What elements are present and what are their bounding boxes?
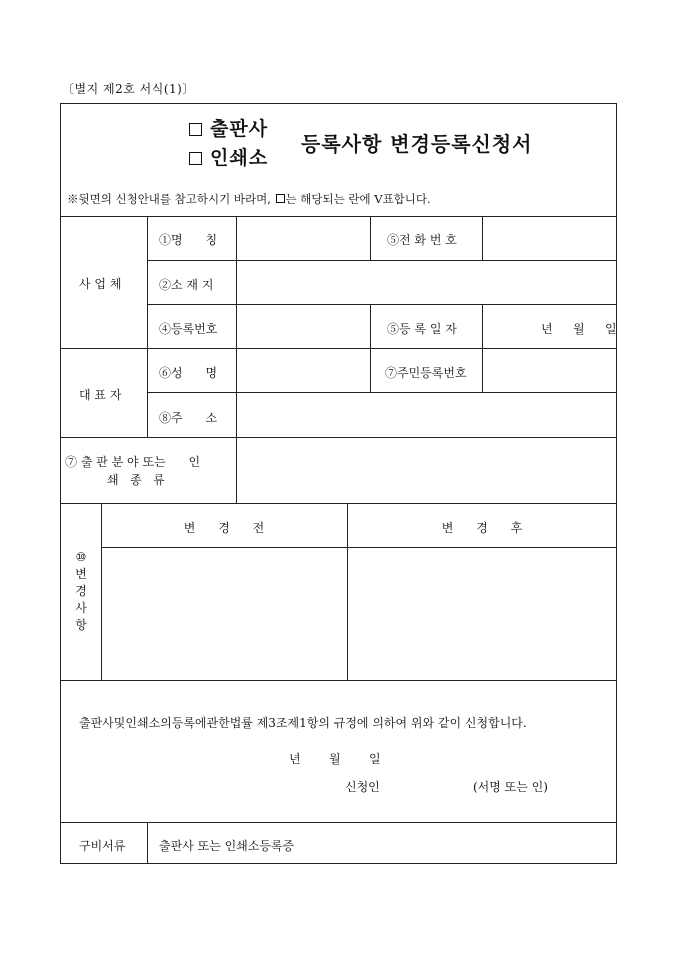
phone-label: ⑤전 화 번 호	[387, 233, 457, 247]
checkbox-publisher-label: 출판사	[210, 118, 269, 140]
declaration-year: 년	[289, 752, 301, 766]
reg-date-year: 년	[541, 322, 553, 336]
before-change-field[interactable]	[104, 550, 344, 677]
changes-label-char: 사	[75, 601, 87, 615]
reg-date-month: 월	[573, 322, 585, 336]
phone-field[interactable]	[485, 220, 613, 256]
field-label-line1: ⑦ 출 판 분 야 또는 인	[65, 455, 201, 469]
declaration-day: 일	[369, 752, 381, 766]
representative-section-label: 대 표 자	[79, 388, 122, 402]
checkbox-symbol-icon	[276, 194, 285, 203]
rrn-field[interactable]	[485, 352, 613, 388]
checkbox-printer[interactable]	[189, 143, 268, 170]
business-section-label: 사 업 체	[79, 277, 122, 291]
signature-note: (서명 또는 인)	[473, 780, 548, 794]
checkbox-icon[interactable]	[189, 152, 202, 165]
documents-label: 구비서류	[79, 839, 126, 853]
changes-label-char: 변	[75, 567, 87, 581]
applicant-label: 신청인	[345, 780, 380, 794]
rep-address-label: ⑧주 소	[159, 411, 218, 425]
rep-name-field[interactable]	[239, 352, 367, 388]
business-name-label: ①명 칭	[159, 233, 218, 247]
after-change-header: 변 경 후	[441, 521, 523, 535]
changes-section-label	[61, 549, 101, 634]
declaration-month: 월	[329, 752, 341, 766]
reg-number-field[interactable]	[239, 308, 367, 344]
rep-address-field[interactable]	[239, 396, 613, 433]
rrn-label: ⑦주민등록번호	[385, 366, 467, 380]
instruction-note	[67, 191, 431, 207]
application-form	[60, 103, 617, 864]
rep-name-label: ⑥성 명	[159, 366, 218, 380]
declaration-text: 출판사및인쇄소의등록에관한법률 제3조제1항의 규정에 의하여 위와 같이 신청합니다.	[79, 716, 527, 730]
changes-label-char: ⑩	[75, 550, 87, 564]
checkbox-printer-label: 인쇄소	[210, 147, 269, 169]
changes-label-char: 항	[75, 618, 87, 632]
field-input[interactable]	[239, 441, 613, 499]
reg-date-day: 일	[605, 322, 617, 336]
business-address-label: ②소 재 지	[159, 278, 214, 292]
note-prefix: ※뒷면의 신청안내를 참고하시기 바라며,	[67, 192, 271, 206]
checkbox-publisher[interactable]	[189, 114, 268, 141]
form-title: 등록사항 변경등록신청서	[301, 132, 533, 156]
note-suffix: 는 해당되는 란에 V표합니다.	[285, 192, 431, 206]
business-address-field[interactable]	[239, 264, 613, 300]
reg-number-label: ④등록번호	[159, 322, 218, 336]
field-label-line2: 쇄 종 류	[107, 473, 165, 487]
documents-value: 출판사 또는 인쇄소등록증	[159, 839, 295, 853]
form-number: 〔별지 제2호 서식(1)〕	[62, 82, 195, 96]
before-change-header: 변 경 전	[183, 521, 265, 535]
checkbox-icon[interactable]	[189, 123, 202, 136]
after-change-field[interactable]	[350, 550, 614, 677]
business-name-field[interactable]	[239, 220, 367, 256]
changes-label-char: 경	[75, 584, 87, 598]
reg-date-label: ⑤등 록 일 자	[387, 322, 457, 336]
